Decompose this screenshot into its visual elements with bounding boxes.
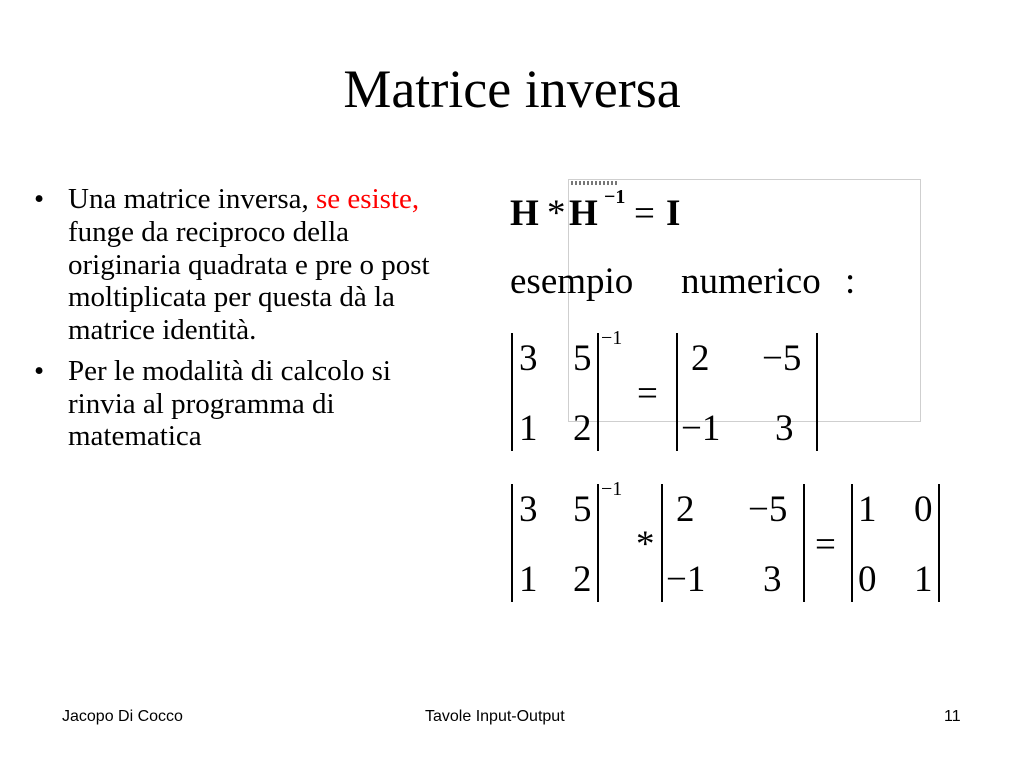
formula-identity: I [666,193,681,234]
equals-sign: = [815,524,836,565]
matrix-ainv-left-bar [676,333,678,451]
example-label-word2: numerico [681,261,821,302]
identity-cell: 1 [858,489,877,530]
footer-author: Jacopo Di Cocco [62,708,183,725]
matrix-a-cell: 3 [519,338,538,379]
formula-star: * [547,193,566,234]
equals-sign: = [637,373,658,414]
multiply-sign: * [636,524,655,565]
matrix-ainv-right-bar [803,484,805,602]
matrix-ainv-cell: 2 [691,338,710,379]
embedded-object-marker [571,181,617,185]
matrix-a-left-bar [511,333,513,451]
matrix-ainv-left-bar [661,484,663,602]
formula-h-inverse: H [569,193,598,234]
matrix-ainv-cell: −1 [681,408,721,449]
matrix-ainv-cell: −1 [666,559,706,600]
matrix-a-cell: 5 [573,338,592,379]
bullet-text: Per le modalità di calcolo si rinvia al programma di matematica [68,354,391,453]
bullet-item-calculation [34,355,464,453]
matrix-a-cell: 5 [573,489,592,530]
formula-inverse-exponent: −1 [604,186,626,208]
matrix-ainv-cell: −5 [762,338,802,379]
matrix-ainv-cell: −5 [748,489,788,530]
identity-cell: 1 [914,559,933,600]
slide-title: Matrice inversa [343,59,681,119]
identity-right-bar [938,484,940,602]
matrix-a-right-bar [597,484,599,602]
matrix-exponent: −1 [601,478,623,500]
matrix-ainv-cell: 3 [763,559,782,600]
matrix-a-cell: 3 [519,489,538,530]
formula-equals: = [634,193,655,234]
matrix-a-cell: 2 [573,408,592,449]
formula-h: H [510,193,539,234]
matrix-ainv-cell: 3 [775,408,794,449]
matrix-exponent: −1 [601,327,623,349]
bullet-text-continued: funge da reciproco della originaria quadrata e pre o post moltiplicata per questa dà la matrice identità. [68,215,430,347]
matrix-a-cell: 2 [573,559,592,600]
identity-cell: 0 [914,489,933,530]
identity-left-bar [851,484,853,602]
matrix-a-left-bar [511,484,513,602]
bullet-item-inverse-definition [34,183,464,347]
highlight-text: se esiste, [316,183,420,215]
example-colon: : [845,261,856,302]
example-label-word1: esempio [510,261,634,302]
footer-page-number: 11 [944,708,961,725]
matrix-ainv-right-bar [816,333,818,451]
matrix-a-right-bar [597,333,599,451]
footer-course-title: Tavole Input-Output [425,708,565,725]
bullet-list [34,183,464,461]
identity-cell: 0 [858,559,877,600]
matrix-a-cell: 1 [519,559,538,600]
matrix-ainv-cell: 2 [676,489,695,530]
bullet-text: Una matrice inversa, [68,183,309,215]
matrix-a-cell: 1 [519,408,538,449]
